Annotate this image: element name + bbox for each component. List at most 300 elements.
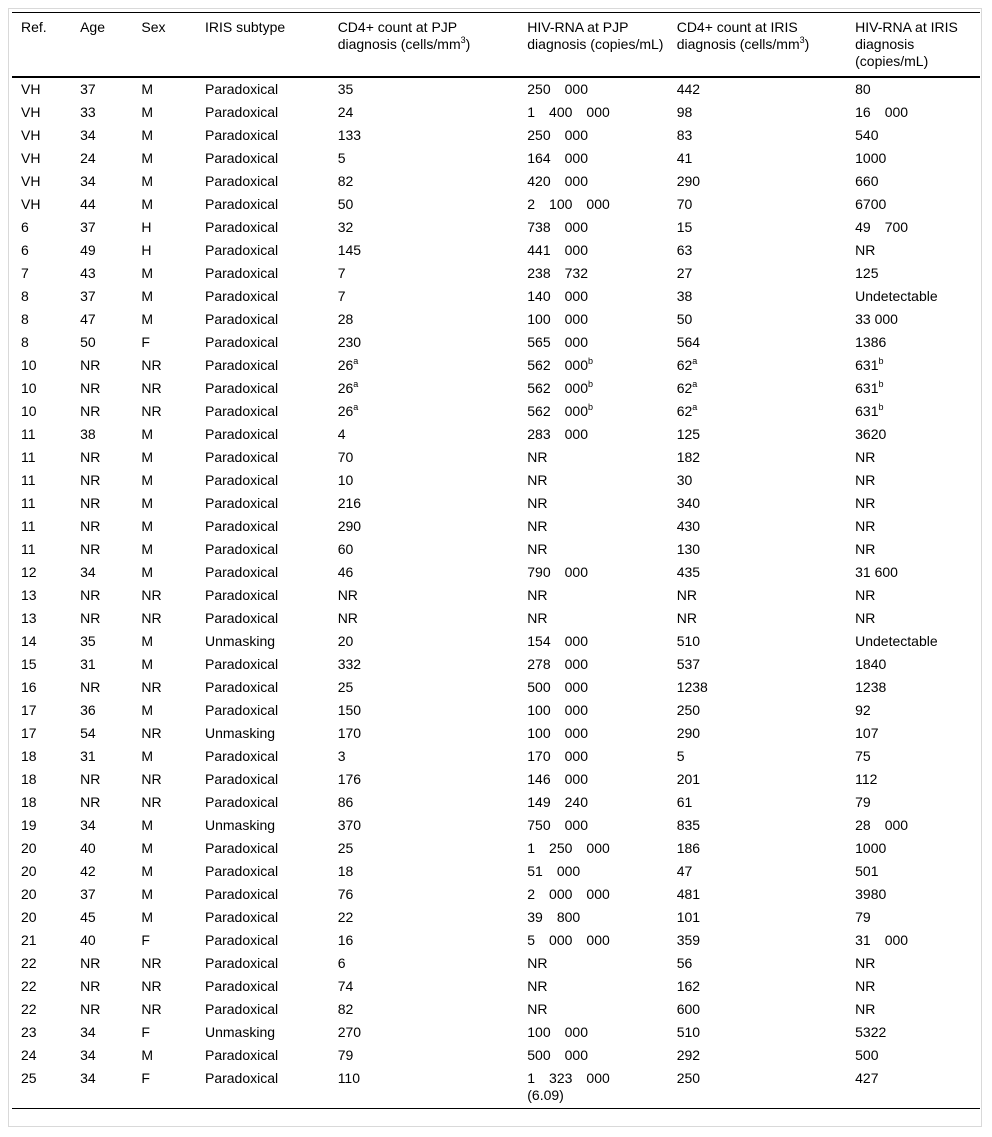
- table-cell: M: [141, 1047, 154, 1063]
- table-cell: M: [141, 909, 154, 925]
- table-cell: Paradoxical: [204, 932, 279, 948]
- table-cell: F: [132, 1067, 196, 1109]
- table-row: [12, 561, 980, 584]
- table-cell: NR: [141, 380, 162, 396]
- table-cell: 2 100 000: [527, 196, 610, 212]
- table-cell: 22: [21, 955, 37, 971]
- table-cell: 7: [21, 265, 29, 281]
- table-cell: 11: [21, 518, 36, 534]
- table-cell: 32: [337, 219, 354, 235]
- table-cell: 26$^a$: [337, 402, 359, 419]
- table-cell: Paradoxical: [204, 150, 279, 166]
- table-cell: 501: [855, 863, 879, 879]
- table-row: [12, 285, 980, 308]
- table-cell: Paradoxical: [204, 265, 279, 281]
- table-cell: 500 000: [527, 1047, 588, 1063]
- table-cell: 562 000$^b$: [527, 379, 593, 396]
- table-cell: M: [141, 564, 154, 580]
- table-cell: 50: [80, 334, 96, 350]
- table-cell: 20: [21, 886, 37, 902]
- table-cell: Paradoxical: [204, 380, 279, 396]
- table-cell: 427: [846, 1067, 980, 1109]
- table-cell: Paradoxical: [204, 518, 279, 534]
- table-cell: 125: [855, 265, 879, 281]
- table-cell: 11: [21, 541, 36, 557]
- table-cell: NR: [80, 472, 101, 488]
- table-cell: 34: [80, 564, 96, 580]
- table-cell: M: [141, 541, 154, 557]
- table-cell: 1 250 000: [527, 840, 610, 856]
- table-cell: 201: [676, 771, 701, 787]
- table-cell: 80: [855, 81, 871, 97]
- table-cell: NR: [855, 449, 876, 465]
- table-cell: 34: [80, 817, 96, 833]
- table-cell: 133: [337, 127, 362, 143]
- table-cell: 790 000: [527, 564, 588, 580]
- header-row: [12, 13, 980, 78]
- table-cell: Paradoxical: [196, 1067, 329, 1109]
- table-cell: 8: [21, 334, 29, 350]
- table-cell: NR: [80, 403, 101, 419]
- table-cell: M: [141, 840, 154, 856]
- table-row: [12, 630, 980, 653]
- table-cell: 20: [21, 863, 37, 879]
- table-cell: 56: [676, 955, 693, 971]
- table-cell: 500: [855, 1047, 879, 1063]
- table-cell: 79: [855, 794, 871, 810]
- table-cell: 292: [676, 1047, 701, 1063]
- table-cell: 70: [676, 196, 693, 212]
- table-cell: Paradoxical: [204, 196, 279, 212]
- table-cell: NR: [855, 610, 876, 626]
- table-cell: Paradoxical: [204, 679, 279, 695]
- table-row: [12, 377, 980, 400]
- table-cell: 340: [676, 495, 701, 511]
- table-cell: NR: [80, 1001, 101, 1017]
- table-cell: Paradoxical: [204, 334, 279, 350]
- table-cell: 3: [337, 748, 346, 764]
- table-cell: Paradoxical: [204, 840, 279, 856]
- table-cell: 5: [337, 150, 346, 166]
- table-cell: 79: [337, 1047, 354, 1063]
- table-cell: Paradoxical: [204, 242, 279, 258]
- table-row: [12, 308, 980, 331]
- table-cell: 43: [80, 265, 96, 281]
- table-cell: 39 800: [527, 909, 581, 925]
- table-cell: 47: [80, 311, 96, 327]
- table-cell: 145: [337, 242, 362, 258]
- table-cell: 62$^a$: [676, 402, 698, 419]
- table-row: [12, 193, 980, 216]
- table-cell: 60: [337, 541, 354, 557]
- table-cell: Paradoxical: [204, 541, 279, 557]
- table-cell: VH: [21, 127, 41, 143]
- table-cell: 4: [337, 426, 346, 442]
- table-cell: 442: [676, 81, 701, 97]
- table-cell: NR: [855, 541, 876, 557]
- table-cell: 1386: [855, 334, 887, 350]
- table-cell: 6700: [855, 196, 887, 212]
- table-cell: 290: [337, 518, 362, 534]
- table-row: [12, 699, 980, 722]
- table-cell: 75: [855, 748, 871, 764]
- table-row: [12, 975, 980, 998]
- table-cell: NR: [80, 495, 101, 511]
- table-cell: 27: [676, 265, 693, 281]
- table-row: [12, 354, 980, 377]
- table-cell: 22: [337, 909, 354, 925]
- table-cell: M: [141, 449, 154, 465]
- table-row: [12, 469, 980, 492]
- table-cell: F: [141, 932, 150, 948]
- table-cell: 170 000: [527, 748, 588, 764]
- table-cell: Paradoxical: [204, 311, 279, 327]
- table-cell: 7: [337, 288, 346, 304]
- table-cell: VH: [21, 173, 41, 189]
- table-cell: 22: [21, 1001, 37, 1017]
- table-cell: 110: [329, 1067, 519, 1109]
- table-cell: 35: [337, 81, 354, 97]
- table-cell: M: [141, 472, 154, 488]
- table-cell: 150: [337, 702, 362, 718]
- table-cell: NR: [141, 610, 162, 626]
- table-cell: 631$^b$: [855, 356, 884, 373]
- table-cell: 51 000: [527, 863, 581, 879]
- table-cell: 2 000 000: [527, 886, 610, 902]
- table-cell: 230: [337, 334, 362, 350]
- table-cell: M: [141, 288, 154, 304]
- table-cell: 11: [21, 449, 36, 465]
- table-cell: 15: [676, 219, 693, 235]
- table-cell: 22: [21, 978, 37, 994]
- table-row: [12, 423, 980, 446]
- table-cell: NR: [80, 978, 101, 994]
- table-cell: NR: [141, 955, 162, 971]
- table-cell: NR: [80, 679, 101, 695]
- table-cell: 510: [676, 633, 701, 649]
- table-cell: NR: [527, 541, 548, 557]
- table-cell: Paradoxical: [204, 978, 279, 994]
- column-header: IRIS subtype: [196, 13, 329, 78]
- table-row: [12, 745, 980, 768]
- table-cell: 26$^a$: [337, 356, 359, 373]
- table-cell: 31 600: [855, 564, 898, 580]
- table-cell: NR: [855, 587, 876, 603]
- table-cell: 1 400 000: [527, 104, 610, 120]
- table-cell: NR: [676, 610, 697, 626]
- table-row: [12, 1021, 980, 1044]
- table-cell: NR: [80, 610, 101, 626]
- table-cell: 47: [676, 863, 693, 879]
- table-cell: 50: [676, 311, 693, 327]
- table-cell: 430: [676, 518, 701, 534]
- table-cell: 11: [21, 426, 36, 442]
- table-cell: 83: [676, 127, 693, 143]
- table-cell: Unmasking: [204, 817, 276, 833]
- table-cell: 82: [337, 1001, 354, 1017]
- table-cell: Paradoxical: [204, 1047, 279, 1063]
- table-cell: 25: [337, 840, 354, 856]
- column-header: Age: [71, 13, 132, 78]
- table-cell: 170: [337, 725, 362, 741]
- table-cell: Paradoxical: [204, 863, 279, 879]
- table-row: [12, 883, 980, 906]
- table-cell: 38: [676, 288, 693, 304]
- table-cell: NR: [141, 403, 162, 419]
- table-cell: 1238: [676, 679, 708, 695]
- table-cell: NR: [337, 587, 358, 603]
- table-cell: 35: [80, 633, 96, 649]
- table-cell: 1 323 000 (6.09): [518, 1067, 667, 1109]
- table-cell: 50: [337, 196, 354, 212]
- table-cell: NR: [676, 587, 697, 603]
- table-row: [12, 1044, 980, 1067]
- table-cell: NR: [527, 955, 548, 971]
- table-cell: NR: [527, 978, 548, 994]
- table-cell: 98: [676, 104, 693, 120]
- table-cell: NR: [80, 380, 101, 396]
- table-cell: 125: [676, 426, 701, 442]
- table-row: [12, 77, 980, 101]
- table-cell: 44: [80, 196, 96, 212]
- table-cell: M: [141, 173, 154, 189]
- table-cell: 31: [80, 656, 96, 672]
- table-cell: 16: [21, 679, 37, 695]
- table-cell: 1000: [855, 150, 887, 166]
- table-cell: 1238: [855, 679, 887, 695]
- table-cell: 46: [337, 564, 354, 580]
- table-cell: Paradoxical: [204, 104, 279, 120]
- table-cell: 38: [80, 426, 96, 442]
- table-cell: F: [141, 334, 150, 350]
- table-cell: 3980: [855, 886, 887, 902]
- table-cell: 7: [337, 265, 346, 281]
- table-cell: 140 000: [527, 288, 588, 304]
- table-cell: 24: [80, 150, 96, 166]
- table-cell: 10: [21, 380, 37, 396]
- table-cell: NR: [80, 587, 101, 603]
- table-cell: 37: [80, 219, 96, 235]
- table-cell: 18: [21, 794, 37, 810]
- table-cell: 30: [676, 472, 693, 488]
- table-row: [12, 262, 980, 285]
- table-cell: NR: [80, 518, 101, 534]
- table-cell: 10: [337, 472, 354, 488]
- column-header: HIV-RNA at PJP diagnosis (copies/mL): [518, 13, 667, 78]
- table-cell: 82: [337, 173, 354, 189]
- table-cell: NR: [141, 794, 162, 810]
- table-cell: NR: [80, 955, 101, 971]
- table-cell: 70: [337, 449, 354, 465]
- table-cell: 146 000: [527, 771, 588, 787]
- table-cell: Paradoxical: [204, 403, 279, 419]
- table-cell: Paradoxical: [204, 748, 279, 764]
- table-cell: 270: [337, 1024, 362, 1040]
- table-cell: 16 000: [855, 104, 909, 120]
- table-cell: 34: [80, 173, 96, 189]
- table-cell: 76: [337, 886, 354, 902]
- table-cell: NR: [527, 472, 548, 488]
- column-header: Ref.: [12, 13, 71, 78]
- table-cell: 42: [80, 863, 96, 879]
- table-cell: Paradoxical: [204, 955, 279, 971]
- table-cell: NR: [855, 495, 876, 511]
- table-cell: Paradoxical: [204, 357, 279, 373]
- table-row: [12, 492, 980, 515]
- table-cell: 481: [676, 886, 701, 902]
- table-cell: 33: [80, 104, 96, 120]
- table-cell: 540: [855, 127, 879, 143]
- table-cell: Undetectable: [855, 633, 938, 649]
- table-row: [12, 584, 980, 607]
- table-cell: 238 732: [527, 265, 588, 281]
- table-cell: NR: [855, 1001, 876, 1017]
- table-row: [12, 331, 980, 354]
- table-row: [12, 147, 980, 170]
- table-cell: 31: [80, 748, 96, 764]
- table-cell: Unmasking: [204, 725, 276, 741]
- table-cell: 631$^b$: [855, 379, 884, 396]
- table-cell: NR: [337, 610, 358, 626]
- table-cell: 3620: [855, 426, 887, 442]
- table-cell: 25: [12, 1067, 71, 1109]
- table-cell: 750 000: [527, 817, 588, 833]
- table-cell: 40: [80, 840, 96, 856]
- table-cell: 100 000: [527, 311, 588, 327]
- table-cell: 112: [855, 771, 878, 787]
- table-cell: 36: [80, 702, 96, 718]
- table-cell: Paradoxical: [204, 656, 279, 672]
- table-cell: 564: [676, 334, 701, 350]
- table-cell: 14: [21, 633, 37, 649]
- table-cell: 10: [21, 357, 37, 373]
- table-row: [12, 239, 980, 262]
- table-cell: 100 000: [527, 725, 588, 741]
- table-cell: 1840: [855, 656, 887, 672]
- table-cell: 25: [337, 679, 354, 695]
- table-cell: VH: [21, 81, 41, 97]
- table-cell: NR: [80, 449, 101, 465]
- table-cell: 5322: [855, 1024, 887, 1040]
- table-cell: M: [141, 127, 154, 143]
- table-cell: 290: [676, 725, 701, 741]
- table-cell: H: [141, 219, 152, 235]
- table-header: [12, 13, 980, 78]
- table-cell: 37: [80, 886, 96, 902]
- table-cell: 738 000: [527, 219, 588, 235]
- table-cell: NR: [141, 587, 162, 603]
- table-cell: 510: [676, 1024, 701, 1040]
- table-row: [12, 101, 980, 124]
- table-cell: 34: [71, 1067, 132, 1109]
- table-cell: 283 000: [527, 426, 588, 442]
- table-cell: 10: [21, 403, 37, 419]
- table-cell: 63: [676, 242, 693, 258]
- table-cell: M: [141, 104, 154, 120]
- table-row: [12, 446, 980, 469]
- table-cell: 26$^a$: [337, 379, 359, 396]
- table-cell: NR: [527, 587, 548, 603]
- table-cell: 31 000: [855, 932, 909, 948]
- table-cell: 164 000: [527, 150, 588, 166]
- table-cell: NR: [80, 771, 101, 787]
- table-cell: M: [141, 196, 154, 212]
- table-row: [12, 653, 980, 676]
- table-cell: NR: [80, 357, 101, 373]
- table-cell: NR: [80, 541, 101, 557]
- table-cell: 8: [21, 311, 29, 327]
- table-cell: 278 000: [527, 656, 588, 672]
- table-cell: 8: [21, 288, 29, 304]
- table-cell: 660: [855, 173, 879, 189]
- table-cell: M: [141, 81, 154, 97]
- table-cell: NR: [855, 242, 876, 258]
- table-cell: 34: [80, 127, 96, 143]
- table-cell: 420 000: [527, 173, 588, 189]
- table-cell: NR: [141, 1001, 162, 1017]
- table-cell: NR: [527, 1001, 548, 1017]
- table-cell: NR: [141, 771, 162, 787]
- table-cell: 6: [21, 242, 29, 258]
- table-cell: 37: [80, 81, 96, 97]
- table-cell: 290: [676, 173, 701, 189]
- table-cell: NR: [141, 357, 162, 373]
- table-cell: 250 000: [527, 127, 588, 143]
- table-cell: 154 000: [527, 633, 588, 649]
- table-cell: F: [141, 1024, 150, 1040]
- table-cell: Paradoxical: [204, 449, 279, 465]
- column-header: CD4+ count at IRIS diagnosis $(cells/mm^3)$: [668, 13, 846, 78]
- table-row: [12, 1067, 980, 1109]
- table-cell: 537: [676, 656, 701, 672]
- table-cell: 500 000: [527, 679, 588, 695]
- table-cell: 20: [21, 909, 37, 925]
- table-cell: 18: [21, 748, 37, 764]
- table-cell: 18: [21, 771, 37, 787]
- table-cell: 332: [337, 656, 362, 672]
- table-cell: 24: [21, 1047, 37, 1063]
- table-cell: 23: [21, 1024, 37, 1040]
- table-row: [12, 952, 980, 975]
- table-cell: M: [141, 817, 154, 833]
- table-cell: 100 000: [527, 702, 588, 718]
- table-row: [12, 998, 980, 1021]
- table-cell: Paradoxical: [204, 127, 279, 143]
- table-cell: VH: [21, 104, 41, 120]
- table-cell: 182: [676, 449, 701, 465]
- table-cell: 18: [337, 863, 354, 879]
- table-cell: Paradoxical: [204, 794, 279, 810]
- table-cell: H: [141, 242, 152, 258]
- table-cell: NR: [141, 978, 162, 994]
- table-cell: 441 000: [527, 242, 588, 258]
- table-cell: Paradoxical: [204, 219, 279, 235]
- table-cell: 562 000$^b$: [527, 402, 593, 419]
- table-row: [12, 170, 980, 193]
- table-cell: NR: [80, 794, 101, 810]
- table-cell: Unmasking: [204, 633, 276, 649]
- table-cell: Paradoxical: [204, 564, 279, 580]
- table-cell: Paradoxical: [204, 288, 279, 304]
- table-cell: 37: [80, 288, 96, 304]
- table-cell: 216: [337, 495, 362, 511]
- table-cell: 34: [80, 1047, 96, 1063]
- table-cell: Paradoxical: [204, 495, 279, 511]
- table-row: [12, 791, 980, 814]
- table-cell: VH: [21, 196, 41, 212]
- table-row: [12, 607, 980, 630]
- table-cell: 49: [80, 242, 96, 258]
